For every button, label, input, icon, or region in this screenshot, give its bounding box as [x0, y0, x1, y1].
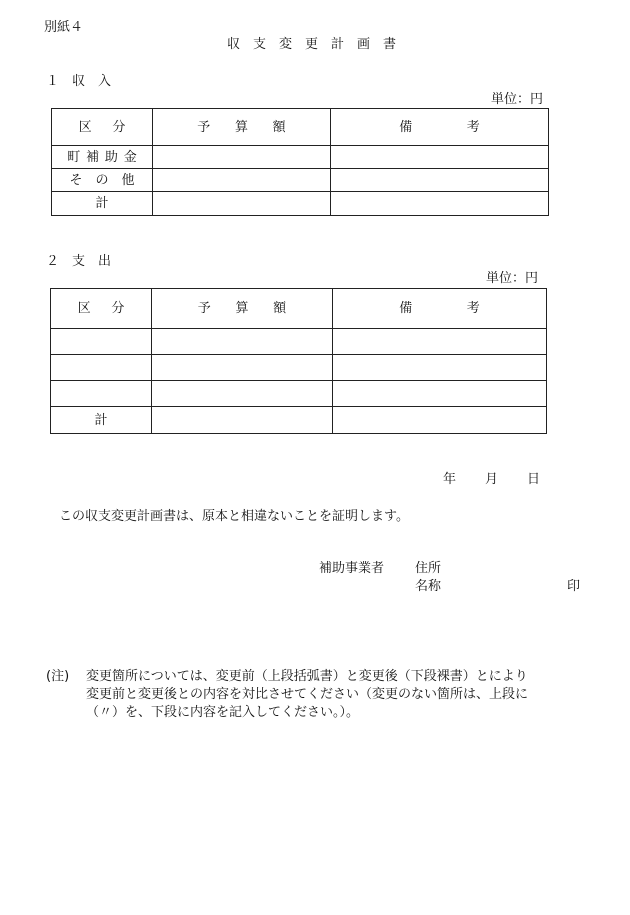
- expense-header-row: [51, 289, 547, 329]
- expense-row-budget[interactable]: [152, 355, 333, 381]
- expense-total-note[interactable]: [333, 407, 547, 434]
- table-row: [52, 192, 549, 216]
- expense-table: [50, 288, 547, 434]
- table-row: [51, 381, 547, 407]
- expense-row-budget[interactable]: [152, 329, 333, 355]
- income-col-note: 備考: [331, 109, 549, 146]
- seal-mark: 印: [567, 579, 581, 594]
- income-heading-number: １: [46, 74, 60, 89]
- table-row: [52, 146, 549, 169]
- expense-total-label: 計: [51, 407, 152, 434]
- income-row-note[interactable]: [331, 169, 549, 192]
- income-total-note[interactable]: [331, 192, 549, 216]
- expense-heading-number: ２: [46, 254, 60, 269]
- certification-statement: この収支変更計画書は、原本と相違ないことを証明します。: [59, 509, 409, 524]
- note-line: 変更箇所については、変更前（上段括弧書）と変更後（下段裸書）とにより: [86, 669, 528, 684]
- note-line: 変更前と変更後との内容を対比させてください（変更のない箇所は、上段に: [86, 687, 529, 702]
- income-row-budget[interactable]: [153, 146, 331, 169]
- income-row-note[interactable]: [331, 146, 549, 169]
- expense-row-label[interactable]: [51, 329, 152, 355]
- income-row-budget[interactable]: [153, 169, 331, 192]
- note-marker: (注): [46, 669, 70, 684]
- document-title: 収支変更計画書: [227, 37, 410, 52]
- applicant-address-label: 住所: [415, 561, 442, 576]
- expense-heading: 支 出: [72, 254, 112, 269]
- document-label: 別紙４: [44, 20, 84, 35]
- expense-row-label[interactable]: [51, 355, 152, 381]
- table-row: [51, 329, 547, 355]
- income-table: [51, 108, 549, 216]
- note-line: （〃）を、下段に内容を記入してください。）。: [86, 705, 360, 720]
- income-total-label: 計: [52, 192, 153, 216]
- expense-col-category: 区分: [51, 289, 152, 329]
- expense-row-note[interactable]: [333, 355, 547, 381]
- expense-col-note: 備考: [333, 289, 547, 329]
- date-day: 日: [527, 472, 541, 487]
- income-col-category: 区分: [52, 109, 153, 146]
- table-row: [51, 355, 547, 381]
- expense-unit: 単位：円: [486, 271, 539, 286]
- date-month: 月: [485, 472, 499, 487]
- expense-row-label[interactable]: [51, 381, 152, 407]
- expense-col-budget: 予算額: [152, 289, 333, 329]
- expense-row-budget[interactable]: [152, 381, 333, 407]
- income-heading: 収 入: [72, 74, 112, 89]
- table-row: [52, 169, 549, 192]
- income-unit: 単位：円: [491, 92, 544, 107]
- income-header-row: [52, 109, 549, 146]
- expense-row-note[interactable]: [333, 381, 547, 407]
- income-row-label: 町補助金: [52, 146, 153, 169]
- income-col-budget: 予算額: [153, 109, 331, 146]
- income-row-label: その他: [52, 169, 153, 192]
- applicant-name-label: 名称: [415, 579, 442, 594]
- income-total-budget[interactable]: [153, 192, 331, 216]
- date-year: 年: [443, 472, 457, 487]
- expense-row-note[interactable]: [333, 329, 547, 355]
- applicant-role: 補助事業者: [319, 561, 385, 576]
- expense-total-budget[interactable]: [152, 407, 333, 434]
- table-row: [51, 407, 547, 434]
